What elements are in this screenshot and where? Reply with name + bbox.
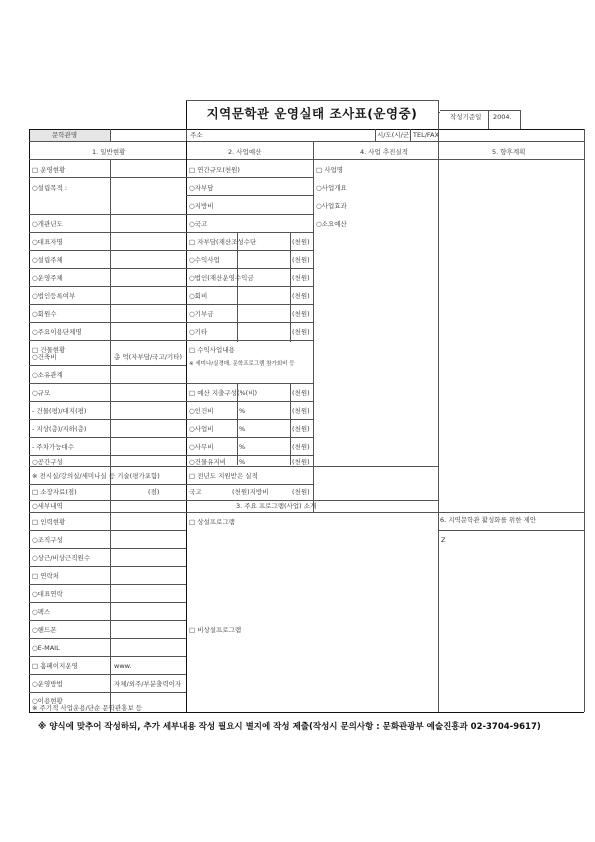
- support-heading: □ 전년도 지원받은 실적: [189, 472, 258, 480]
- holdings-unit: (점): [148, 488, 160, 496]
- pct-1: %: [239, 407, 246, 415]
- col1-header: 1. 일반현황: [92, 148, 126, 156]
- scale-label: ○규모: [32, 389, 51, 397]
- project-label: ○사업비: [189, 425, 214, 433]
- unit-1: (천원): [292, 238, 310, 246]
- admin-label: ○사무비: [189, 443, 214, 451]
- regular-program: □ 상설프로그램: [189, 518, 235, 526]
- project-effect-label: ○사업효과: [316, 202, 347, 210]
- annual-heading: □ 연간규모(천원): [189, 166, 240, 174]
- suggestion-heading: 6. 지역문학관 활성화를 위한 제안: [440, 516, 537, 524]
- fulltime-label: ○상근/비상근직원수: [32, 554, 91, 562]
- date-label: 작성기준일: [450, 113, 482, 121]
- program-title: 3. 주요 프로그램(사업) 소개: [236, 502, 317, 510]
- founder-label: ○설립주체: [32, 256, 63, 264]
- suggestion-mark: Z: [441, 536, 446, 544]
- national-label: ○국고: [189, 220, 208, 228]
- maintenance-label: ○건물유지비: [189, 458, 227, 466]
- unit-3: (천원): [292, 274, 310, 282]
- income-note: ※ 세미나/실경매, 문학프로그램 참가회비 등: [189, 361, 295, 367]
- year-label: ○개관년도: [32, 220, 63, 228]
- mobile-label: ○핸드폰: [32, 626, 57, 634]
- purpose-label: ○설립목적 :: [32, 184, 68, 192]
- income-label: ○수익사업: [189, 256, 220, 264]
- unit-4: (천원): [292, 292, 310, 300]
- expense-heading: □ 예산 지출구성(%(비): [189, 389, 258, 397]
- unit-9: (천원): [292, 425, 310, 433]
- fax-label: ○팩스: [32, 608, 51, 616]
- pct-4: %: [239, 458, 246, 466]
- local-label: ○지방비: [189, 202, 214, 210]
- unit-2: (천원): [292, 256, 310, 264]
- members-label: ○회원수: [32, 310, 57, 318]
- unit-8: (천원): [292, 407, 310, 415]
- date-value: 2004.: [493, 113, 512, 121]
- rep-contact-label: ○대표연락: [32, 590, 63, 598]
- rep-label: ○대표자명: [32, 238, 63, 246]
- method-label: ○운영방법: [32, 680, 63, 688]
- holdings-detail-label: ○세부내역: [32, 502, 63, 510]
- tel-label: TEL/FAX: [413, 131, 439, 139]
- income-items-heading: □ 수익사업내용: [189, 346, 235, 354]
- project-budget-label: ○소요예산: [316, 220, 347, 228]
- footer-note: ※ 양식에 맞추어 작성하되, 추가 세부내용 작성 필요시 별지에 작성 제출(작성시 문의사항 : 문화관광부 예술진흥과 02-3704-9617): [38, 722, 541, 732]
- col4-header: 5. 향후계획: [492, 148, 526, 156]
- usage-label: ○이용현황: [32, 697, 63, 705]
- usage-note: ※ 주기적 사업운용/단순 문학관홍보 등: [32, 704, 143, 712]
- irregular-program: □ 비상설프로그램: [189, 626, 242, 634]
- pct-3: %: [239, 443, 246, 451]
- self-details-heading: □ 자부담(재산조성수단: [189, 238, 257, 246]
- status-heading: □ 운영현황: [32, 166, 66, 174]
- support-national: 국고: [189, 488, 202, 496]
- building-heading: □ 건물현황: [32, 346, 66, 354]
- land-label: - 건물(평)/대지(평): [32, 407, 87, 415]
- operator-label: ○운영주체: [32, 274, 63, 282]
- homepage-value: www.: [114, 662, 132, 670]
- cost-detail: 총 억(자부담/국고/기타): [114, 353, 183, 361]
- pct-2: %: [239, 425, 246, 433]
- homepage-heading: □ 홈페이지운영: [32, 662, 78, 670]
- unit-11: (천원): [292, 458, 310, 466]
- parking-label: - 주차가능대수: [32, 443, 75, 451]
- col2-header: 2. 사업예산: [228, 148, 262, 156]
- self-label: ○자부담: [189, 184, 214, 192]
- support-local: (천원)지방비: [232, 488, 269, 496]
- donation-label: ○기부금: [189, 310, 214, 318]
- name-label: 문학관명: [52, 131, 78, 139]
- corp-label: ○법인등록여부: [32, 292, 76, 300]
- cost-label: ○건축비: [32, 353, 57, 361]
- floors-label: - 지상(층)/지하(층): [32, 425, 87, 433]
- email-label: ○E-MAIL: [32, 644, 60, 652]
- address-label: 주소: [190, 131, 203, 139]
- city-label: 시/도(시/군): [377, 131, 412, 139]
- holdings-heading: □ 소장자료(점): [32, 488, 77, 496]
- corp-income-label: ○법인(재산운영수익금: [189, 274, 254, 282]
- unit-10: (천원): [292, 443, 310, 451]
- project-name-label: □ 사업명: [316, 166, 344, 174]
- contact-heading: □ 연락처: [32, 572, 60, 580]
- org-label: ○조직구성: [32, 536, 63, 544]
- form-title: 지역문학관 운영실태 조사표(운영중): [206, 106, 418, 121]
- unit-5: (천원): [292, 310, 310, 318]
- unit-6: (천원): [292, 328, 310, 336]
- space-note: ※ 전시실/강의실/세미나실 등 기술(평가포함): [32, 472, 160, 480]
- groups-label: ○주요이용단체명: [32, 328, 82, 336]
- method-value: 자체/외주/부분출력이자: [114, 680, 182, 688]
- fees-label: ○회비: [189, 292, 208, 300]
- project-outline-label: ○사업개요: [316, 184, 347, 192]
- col3-header: 4. 사업 추진실적: [360, 148, 409, 156]
- space-label: ○공간구성: [32, 458, 63, 466]
- other-label: ○기타: [189, 328, 208, 336]
- staff-heading: □ 인력현황: [32, 518, 66, 526]
- personnel-label: ○인건비: [189, 407, 214, 415]
- unit-7: (천원): [292, 389, 310, 397]
- owner-label: ○소유관계: [32, 371, 63, 379]
- unit-12: (천원): [292, 488, 310, 496]
